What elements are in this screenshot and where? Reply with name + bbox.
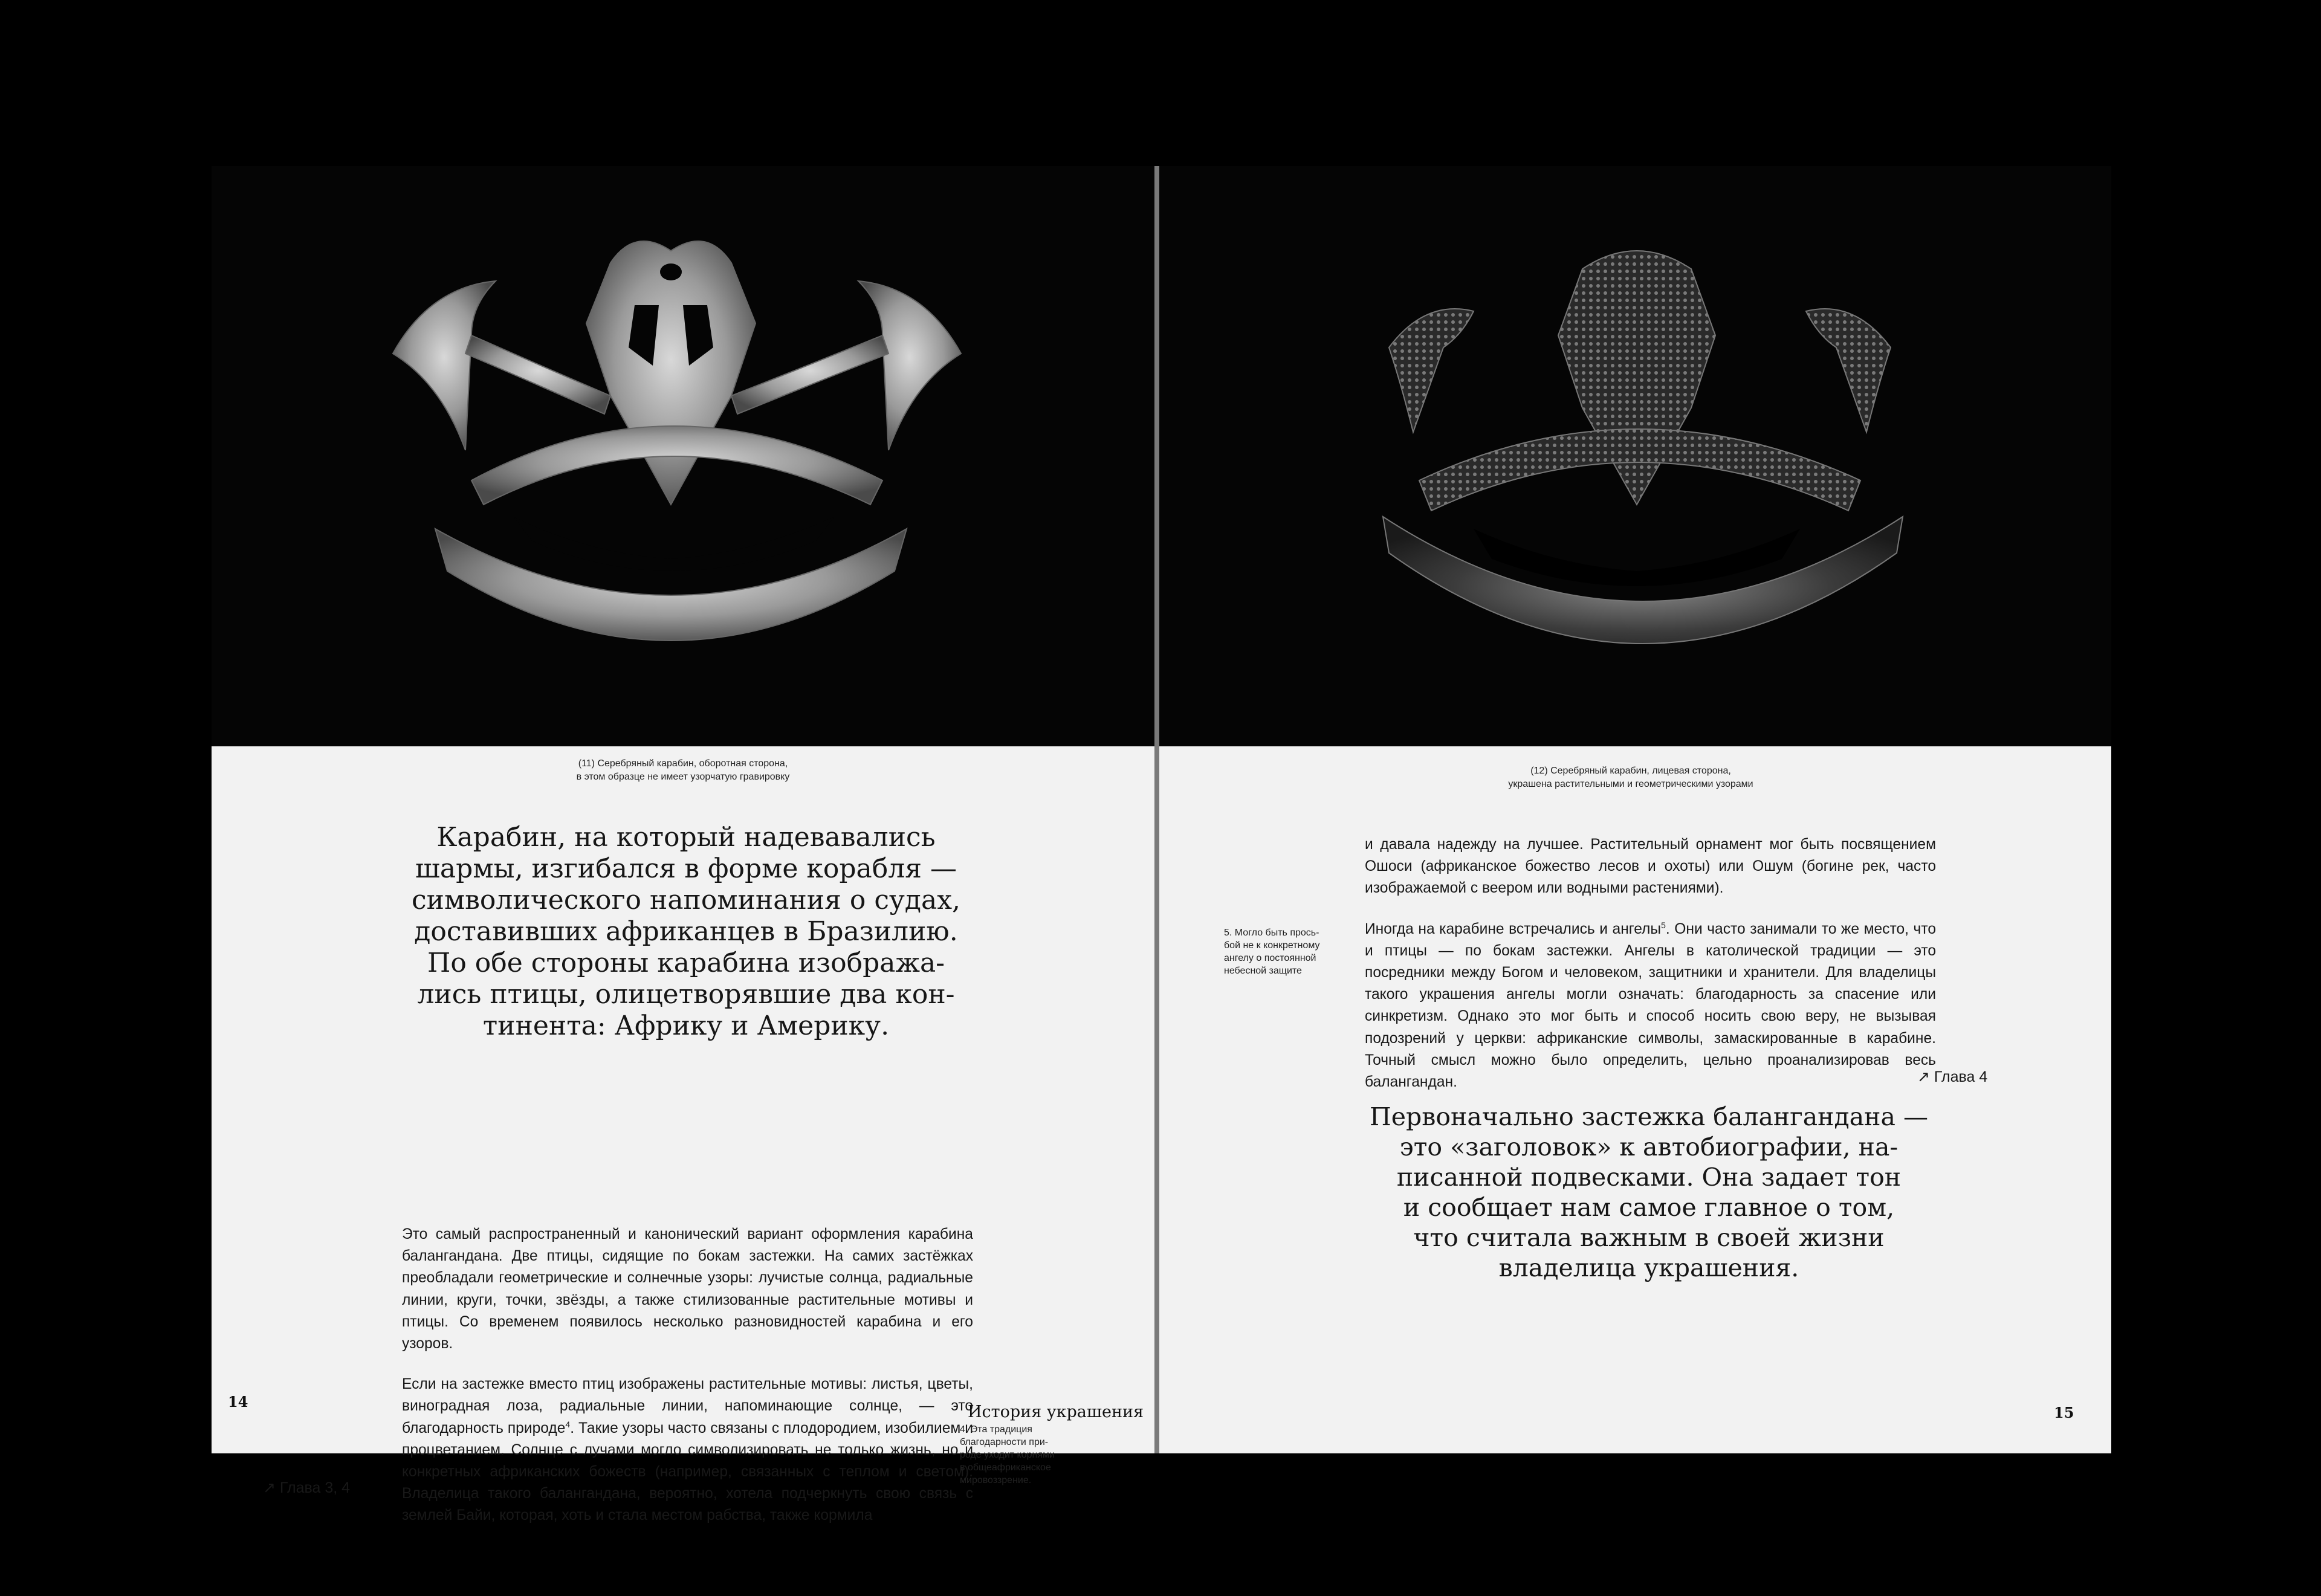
pull-quote [1335, 1102, 1963, 1283]
footnote-line: в общеафриканское [960, 1462, 1051, 1473]
pull-quote-line: и сообщает нам самое главное о том, [1403, 1193, 1895, 1222]
pull-quote-line: владелица украшения. [1498, 1253, 1799, 1282]
clasp-back-illustration [212, 166, 1154, 746]
figure-caption-11 [514, 757, 852, 784]
pull-quote-line: лись птицы, олицетворявшие два кон- [417, 979, 955, 1010]
pull-quote-line: символического напоминания о судах, [411, 885, 961, 916]
pull-quote-line: доставивших африканцев в Бразилию. [414, 916, 958, 947]
pull-quote-line: тинента: Африку и Америку. [482, 1010, 890, 1041]
pull-quote-line: что считала важным в своей жизни [1413, 1223, 1885, 1252]
body-paragraph: Если на застежке вместо птиц изображены растительные мотивы: листья, цветы, виноградная лоза, радиальные линии, напоминающие солнце, — это благодарность природе$^4$. Такие узоры часто связаны с плодородием, изобилием и процветанием. Солнце с лучами могло символизировать не только жизнь, но и конкретных африканских божеств (например, связанных с теплом и светом). Владелица такого балангандана, вероятно, хотела подчеркнуть свою связь с землей Байи, которая, хоть и стала местом рабства, также кормила [402, 1376, 973, 1524]
footnote-line: бой не к конкретному [1224, 940, 1320, 951]
footnote-line: небесной защите [1224, 966, 1302, 976]
footnote-marker: 5 [1661, 920, 1666, 930]
pull-quote-line: это «заголовок» к автобиографии, на- [1399, 1132, 1899, 1161]
footnote-line: 5. Могло быть прось- [1224, 928, 1319, 938]
photo-silver-clasp-back [212, 166, 1154, 746]
running-title: История украшения [967, 1403, 1144, 1421]
footnote-line: мировоззрение. [960, 1475, 1032, 1485]
right-page [1159, 166, 2111, 1453]
body-paragraph: Иногда на карабине встречались и ангелы$^5$. Они часто занимали то же место, что и птицы — по бокам застежки. Ангелы в католической традиции — это посредники между Богом и человеком, защитники и хранители. Для владелицы такого украшения ангелы могли означать: благодарность за спасение или синкретизм. Однако это мог быть и способ носить свою веру, не вызывая подозрений у церкви: африканские символы, замаскированные в карабине. Точный смысл можно было определить, цельно проанализировав весь балангандан. [1365, 920, 1936, 1091]
page-number: 15 [2054, 1404, 2074, 1421]
figure-caption-12 [1401, 764, 1860, 791]
footnote-4 [960, 1423, 1081, 1487]
figure-caption-line: (11) Серебряный карабин, оборотная сторона, [578, 758, 788, 769]
left-page [212, 166, 1154, 1524]
pull-quote-line: шармы, изгибался в форме корабля — [415, 853, 957, 884]
body-text [1365, 834, 1936, 1112]
book-gutter [1154, 166, 1159, 1453]
figure-caption-line: украшена растительными и геометрическими узорами [1508, 779, 1753, 789]
footnote-line: 4. Эта традиция [960, 1424, 1032, 1435]
figure-caption-line: (12) Серебряный карабин, лицевая сторона, [1530, 766, 1731, 776]
pull-quote [360, 822, 1012, 1042]
clasp-front-illustration [1159, 166, 2111, 746]
page-number: 14 [228, 1393, 248, 1410]
figure-caption-line: в этом образце не имеет узорчатую гравировку [576, 772, 790, 782]
body-text [402, 1224, 973, 1546]
photo-silver-clasp-front [1159, 166, 2111, 746]
body-paragraph: и давала надежду на лучшее. Растительный орнамент мог быть посвящением Ошоси (африканское божество лесов и охоты) или Ошум (богине рек, часто изображаемой с веером или водными растениями). [1365, 836, 1936, 897]
footnote-marker: 4 [565, 1419, 571, 1429]
pull-quote-line: По обе стороны карабина изобража- [427, 948, 945, 978]
pull-quote-line: писанной подвесками. Она задает тон [1396, 1163, 1902, 1192]
pull-quote-line: Первоначально застежка балангандана — [1370, 1102, 1928, 1131]
cross-reference-chapter-3-4[interactable]: ↗ Глава 3, 4 [263, 1479, 351, 1496]
footnote-line: ангелу о постоянной [1224, 953, 1316, 963]
body-paragraph: Это самый распространенный и канонический вариант оформления карабина балангандана. Две птицы, сидящие по бокам застежки. На самих застёжках преобладали геометрические и солнечные узоры: лучистые солнца, радиальные линии, круги, точки, звёзды, а также стилизованные растительные мотивы и птицы. Со временем появилось несколько разновидностей карабина и его узоров. [402, 1226, 973, 1352]
cross-reference-chapter-4[interactable]: ↗ Глава 4 [1917, 1068, 1988, 1085]
footnote-5 [1224, 926, 1351, 977]
footnote-line: роде уходит корнями [960, 1450, 1055, 1460]
footnote-line: благодарности при- [960, 1437, 1049, 1447]
pull-quote-line: Карабин, на который надевавались [436, 822, 936, 853]
